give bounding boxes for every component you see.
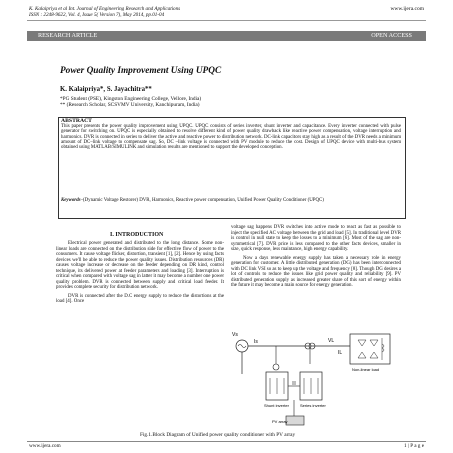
- journal-citation: K. Kalaipriya et al Int. Journal of Engineering Research and Applications: [29, 6, 181, 12]
- abstract-text: This paper presents the power quality improvement using UPQC. UPQC consists of series inverter, shunt inverter and capacitance. Every inverter connected with pulse generator for switching on. UPQC is especially obtained to resolve different kind of power quality drawback like reactive power compensation, voltage interruption and harmonics. DVR is connected in series to deliver the active and reactive power to distribution network. DC-link capacitors stay high as a result of the DVR needs a minimum amount of DC–link voltage to compensate sag. So, DC –link voltage is connected with PV module to reduce the cost. Design of UPQC device with multi-bus system obtained using MATLAB/SIMULINK and simulation results are mentioned to support the developed conception.: [61, 124, 401, 151]
- shunt-inverter-label: Shunt inverter: [264, 403, 289, 408]
- keywords-label: Keywords: [61, 198, 81, 203]
- vl-label: VL: [328, 338, 335, 344]
- pv-array-icon: [286, 416, 304, 425]
- il-label: IL: [338, 350, 343, 356]
- series-inverter-label: Series inverter: [300, 403, 326, 408]
- upqc-block-diagram: [230, 324, 400, 430]
- header-divider: [27, 20, 426, 21]
- abstract-heading: ABSTRACT: [61, 118, 92, 124]
- section-heading: I. INTRODUCTION: [110, 232, 164, 238]
- open-access-label: OPEN ACCESS: [371, 32, 412, 39]
- is-label: Is: [254, 339, 258, 345]
- paragraph: voltage sag happens DVR switches into active mode to react as fast as possible to inject the specified AC voltage between the grid and load [5]. In traditional level DVR is control in null state to keep the losses to a minimum [6]. Most of the sag are non-symmetrical [7]. DVR price is less compared to the other facts devices, smaller in size, quick response, less maintance, high energy capability.: [231, 225, 401, 253]
- keywords-text: –(Dynamic Voltage Restorer) DVR, Harmonics, Reactive power compensation, Unified Power Quality Conditioner (UPQC): [80, 198, 324, 203]
- page-number: 1 | P a g e: [403, 443, 424, 449]
- research-article-label: RESEARCH ARTICLE: [38, 32, 98, 39]
- paper-title: Power Quality Improvement Using UPQC: [60, 66, 222, 76]
- footer-divider: [27, 441, 426, 442]
- pv-array-label: PV array: [272, 419, 288, 424]
- figure-caption: Fig.1.Block Diagram of Unified power quality conditioner with PV array: [140, 432, 296, 438]
- keywords: [61, 198, 401, 203]
- nonlinear-load-block: [350, 334, 390, 364]
- article-type-bar: [27, 31, 426, 41]
- journal-website[interactable]: www.ijera.com: [390, 6, 424, 12]
- paragraph: DVR is connected after the D.C energy supply to reduce the distortions at the load [4]. Once: [56, 293, 224, 305]
- left-column: [56, 241, 224, 305]
- right-column: [231, 225, 401, 289]
- paragraph: Now a days renewable energy supply has taken a necessary role in energy generation for customer. A little distributed generation (DG) has been interconnected with DC link VSI so as to keep up the voltage and frequency [8]. Though DG desires a lot of controls to reduce the issues like grid power quality and reliability [9]. PV distributed generation supply as increased greater share of this sort of energy within the future it may become a main source for energy generation.: [231, 255, 401, 289]
- journal-issn: ISSN : 2248-9622, Vol. 4, Issue 5( Version 7), May 2014, pp.01-04: [29, 12, 165, 18]
- affiliation-2: ** (Research Scholar, SCSVMV University, Kanchipuram, India): [60, 102, 200, 109]
- affiliations: [60, 96, 201, 108]
- affiliation-1: *PG Student (PSE), Kingston Engineering College, Vellore, India): [60, 96, 202, 102]
- paper-authors: K. Kalaipriya*, S. Jayachitra**: [60, 86, 152, 93]
- nonlinear-load-label: Non-linear load: [352, 367, 380, 372]
- footer-website[interactable]: www.ijera.com: [29, 443, 61, 449]
- vs-label: Vs: [232, 332, 238, 338]
- paragraph: Electrical power generated and distributed to the long distance. Some non-linear loads are connected on the distribution side for effective flow of power to the consumers. It cause voltage flicker, distortion, transient [1], [2]. Hence by using facts devices we'll be able to reduce the power quality issues. Distribution resources (DR) causes voltage increase or decrease on the feeder depending on DR kind, control technique, its delivered power at feeder parameters and loading [3]. Interruption is critical when compared with voltage sag in latter it may become a number one power quality problem. DVR is connected between supply and critical load feeder. It provides complete security for distribution network.: [56, 241, 224, 291]
